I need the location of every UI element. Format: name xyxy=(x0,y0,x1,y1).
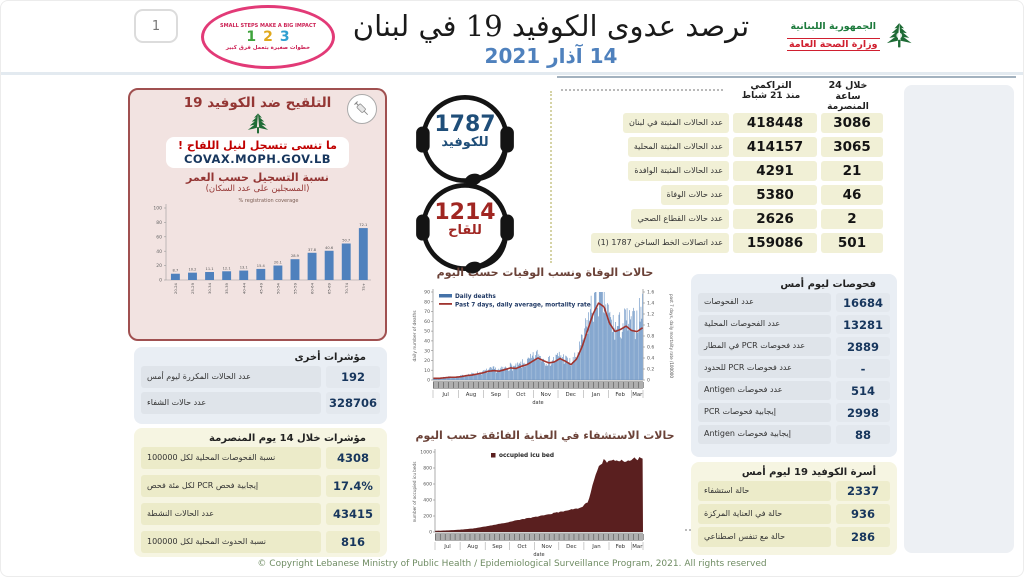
h24-header-line2: المنصرمة xyxy=(827,102,869,112)
campaign-oval xyxy=(201,5,335,69)
row-label: حالة استشفاء xyxy=(698,481,831,501)
vaccine-hotline-text xyxy=(413,201,517,238)
svg-text:10: 10 xyxy=(424,368,430,374)
step-2-icon: 2 xyxy=(263,29,273,45)
svg-text:Jan: Jan xyxy=(591,392,601,399)
stats-row-label: عدد الحالات المثبتة المحلية xyxy=(628,137,729,157)
svg-text:80: 80 xyxy=(424,300,430,306)
row-label-cell xyxy=(141,392,321,414)
right-margin-block xyxy=(904,85,1014,553)
row-label-cell xyxy=(698,315,831,334)
row-label: حالة مع تنفس اصطناعي xyxy=(698,527,831,547)
stats-row-label: عدد اتصالات الخط الساخن 1787 (1) xyxy=(591,233,729,253)
stats-header-24h xyxy=(817,80,879,112)
svg-text:0: 0 xyxy=(427,378,430,384)
stats-row-label: عدد الحالات المثبتة الوافدة xyxy=(628,161,729,181)
header-divider xyxy=(1,72,1023,75)
svg-text:Past 7 days, daily average, mo: Past 7 days, daily average, mortality rate xyxy=(455,302,591,309)
svg-text:20: 20 xyxy=(424,359,430,365)
row-label-cell xyxy=(698,504,831,524)
stats-dotted-leader xyxy=(561,89,723,91)
svg-text:800: 800 xyxy=(423,466,432,472)
table-row xyxy=(141,475,380,497)
svg-text:60-64: 60-64 xyxy=(309,283,315,295)
row-label: عدد فحوصات PCR في المطار xyxy=(698,337,831,356)
svg-text:daily number of deaths: daily number of deaths xyxy=(413,310,418,362)
stats-cumulative-value: 414157 xyxy=(733,137,817,157)
vaccination-cta-box xyxy=(166,137,349,168)
stats-top-rule xyxy=(557,76,1016,78)
icu-chart xyxy=(409,442,681,574)
vaccine-hotline-label: للقاح xyxy=(448,223,482,239)
table-row xyxy=(141,366,380,388)
row-label-cell xyxy=(141,366,321,388)
svg-text:Aug: Aug xyxy=(467,544,478,551)
row-value: 286 xyxy=(836,527,890,547)
svg-text:0: 0 xyxy=(647,378,650,384)
row-label-cell xyxy=(141,503,321,525)
svg-text:55-59: 55-59 xyxy=(292,283,298,295)
svg-text:Sep: Sep xyxy=(492,544,503,551)
stats-24h-value: 2 xyxy=(821,209,883,229)
svg-text:Dec: Dec xyxy=(565,392,576,399)
stats-cumulative-value: 159086 xyxy=(733,233,817,253)
other-indicators-panel xyxy=(134,347,387,424)
stats-row xyxy=(559,209,889,229)
vaccination-title: التلقيح ضد الكوفيد 19 xyxy=(183,95,332,111)
row-label: عدد الحالات المكررة ليوم أمس xyxy=(141,366,321,388)
row-label: عدد الفحوصات المحلية xyxy=(698,315,831,334)
svg-text:600: 600 xyxy=(423,482,432,488)
deaths-chart-block xyxy=(407,267,683,427)
row-value: 816 xyxy=(326,531,380,553)
table-row xyxy=(698,315,890,334)
svg-text:date: date xyxy=(532,400,544,407)
svg-text:25-29: 25-29 xyxy=(190,283,196,295)
stats-24h-value: 3065 xyxy=(821,137,883,157)
covid-hotline-label: للكوفيد xyxy=(441,135,489,151)
stats-row xyxy=(559,137,889,157)
row-value: 514 xyxy=(836,381,890,400)
svg-text:0.4: 0.4 xyxy=(647,356,655,362)
svg-text:Oct: Oct xyxy=(517,544,527,551)
row-label-cell xyxy=(698,403,831,422)
covid-hotline-text xyxy=(413,113,517,150)
deaths-chart xyxy=(409,279,681,425)
vaccination-panel xyxy=(128,88,387,341)
copyright-text: © Copyright Lebanese Ministry of Public Health / Epidemiological Surveillance Program, 2021. All rights reserved xyxy=(257,559,767,569)
row-label-cell xyxy=(698,293,831,312)
svg-text:60: 60 xyxy=(156,235,162,241)
svg-text:Jul: Jul xyxy=(442,392,449,399)
row-label-cell xyxy=(141,475,321,497)
svg-text:20-24: 20-24 xyxy=(172,283,178,295)
cumulative-header-line1: التراكمي xyxy=(750,80,792,91)
svg-text:0.6: 0.6 xyxy=(647,345,655,351)
svg-text:Nov: Nov xyxy=(540,392,552,399)
table-row xyxy=(698,359,890,378)
table-row xyxy=(698,403,890,422)
row-label-cell xyxy=(141,447,321,469)
covid-hotline-number: 1787 xyxy=(434,112,496,137)
svg-text:40.6: 40.6 xyxy=(325,245,334,250)
svg-text:100: 100 xyxy=(153,206,162,212)
svg-text:15.4: 15.4 xyxy=(256,263,265,268)
beds-panel-title: أسرة الكوفيد 19 ليوم أمس xyxy=(741,467,876,478)
row-label: عدد فحوصات Antigen xyxy=(698,381,831,400)
page-title: ترصد عدوى الكوفيد 19 في لبنان xyxy=(352,9,750,43)
svg-text:75+: 75+ xyxy=(360,283,366,292)
svg-text:Oct: Oct xyxy=(516,392,526,399)
vaccine-registration-chart xyxy=(140,194,375,306)
svg-text:40: 40 xyxy=(156,249,162,255)
stats-row-label: عدد حالات القطاع الصحي xyxy=(631,209,729,229)
row-label-cell xyxy=(698,359,831,378)
svg-text:40: 40 xyxy=(424,339,430,345)
row-label: عدد الفحوصات xyxy=(698,293,831,312)
stats-row-label-cell xyxy=(559,161,729,181)
row-label: عدد الحالات النشطة xyxy=(141,503,321,525)
stats-row-label-cell xyxy=(559,137,729,157)
stats-24h-value: 21 xyxy=(821,161,883,181)
row-label: عدد فحوصات PCR للحدود xyxy=(698,359,831,378)
row-label-cell xyxy=(698,381,831,400)
svg-text:0: 0 xyxy=(159,278,162,284)
row-label-cell xyxy=(698,527,831,547)
svg-text:Dec: Dec xyxy=(566,544,577,551)
stats-row-label-cell xyxy=(559,233,729,253)
svg-text:date: date xyxy=(533,552,545,559)
table-row xyxy=(698,293,890,312)
svg-text:200: 200 xyxy=(423,514,432,520)
svg-text:8.7: 8.7 xyxy=(172,268,179,273)
row-label: نسبة الفحوصات المحلية لكل 100000 xyxy=(141,447,321,469)
svg-text:28.9: 28.9 xyxy=(290,254,299,259)
svg-text:60: 60 xyxy=(424,320,430,326)
svg-text:50: 50 xyxy=(424,329,430,335)
row-label: عدد حالات الشفاء xyxy=(141,392,321,414)
svg-text:72.1: 72.1 xyxy=(359,223,368,228)
svg-text:30-34: 30-34 xyxy=(207,283,213,295)
campaign-steps xyxy=(246,30,289,44)
campaign-slogan-en: SMALL STEPS MAKE A BIG IMPACT xyxy=(220,23,316,29)
stats-row-label-cell xyxy=(559,113,729,133)
row-value: 2889 xyxy=(836,337,890,356)
ministry-line1: الجمهورية اللبنانية xyxy=(790,21,877,32)
vaccination-panel-header xyxy=(138,95,377,111)
stats-row-label: عدد حالات الوفاة xyxy=(661,185,729,205)
vaccination-cta-text: ما تنسى تتسجل لنيل اللقاح ! xyxy=(178,139,337,152)
svg-text:number of occupied icu beds: number of occupied icu beds xyxy=(412,461,417,523)
svg-text:Daily deaths: Daily deaths xyxy=(455,294,496,301)
svg-text:70-74: 70-74 xyxy=(343,283,349,295)
row-value: - xyxy=(836,359,890,378)
svg-text:Feb: Feb xyxy=(615,392,625,399)
step-3-icon: 3 xyxy=(279,29,290,45)
icu-chart-block xyxy=(407,430,683,568)
table-row xyxy=(698,425,890,444)
stats-left-dotted-rule xyxy=(550,91,552,263)
h24-header-line1: خلال 24 ساعة xyxy=(828,80,868,102)
svg-text:0.2: 0.2 xyxy=(647,367,655,373)
svg-text:Aug: Aug xyxy=(465,392,477,399)
campaign-slogan-ar: خطوات صغيرة بتعمل فرق كبير xyxy=(225,45,311,51)
svg-text:Mar: Mar xyxy=(632,392,643,399)
row-label-cell xyxy=(698,425,831,444)
stats-24h-value: 501 xyxy=(821,233,883,253)
stats-cumulative-value: 5380 xyxy=(733,185,817,205)
svg-text:45-49: 45-49 xyxy=(258,283,264,295)
row-label-cell xyxy=(698,481,831,501)
row-label: نسبة الحدوث المحلية لكل 100000 xyxy=(141,531,321,553)
stats-24h-value: 46 xyxy=(821,185,883,205)
svg-text:11.1: 11.1 xyxy=(205,267,214,272)
svg-text:Jul: Jul xyxy=(444,544,451,551)
ministry-logo xyxy=(787,5,913,67)
page-number: 1 xyxy=(134,9,178,43)
row-value: 43415 xyxy=(326,503,380,525)
stats-row xyxy=(559,113,889,133)
row-label-cell xyxy=(698,337,831,356)
svg-text:0.8: 0.8 xyxy=(647,334,655,340)
cedar-tree-icon xyxy=(885,10,913,62)
svg-text:occupied icu bed: occupied icu bed xyxy=(499,453,555,460)
stats-row xyxy=(559,233,889,253)
svg-text:40-44: 40-44 xyxy=(241,283,247,295)
svg-text:Jan: Jan xyxy=(592,544,601,551)
table-row xyxy=(698,481,890,501)
svg-text:65-69: 65-69 xyxy=(326,283,332,295)
stats-row-label-cell xyxy=(559,185,729,205)
vaccine-chart-subtitle: (المسجلين على عدد السكان) xyxy=(205,184,310,194)
svg-text:400: 400 xyxy=(423,498,432,504)
svg-text:20.1: 20.1 xyxy=(273,260,282,265)
table-row xyxy=(141,447,380,469)
svg-text:13.1: 13.1 xyxy=(239,265,248,270)
stats-row xyxy=(559,161,889,181)
table-row xyxy=(141,392,380,414)
table-row xyxy=(141,503,380,525)
table-row xyxy=(698,527,890,547)
other-indicators-title: مؤشرات أخرى xyxy=(294,352,366,363)
svg-text:0: 0 xyxy=(429,530,432,536)
stats-24h-value: 3086 xyxy=(821,113,883,133)
svg-text:37.8: 37.8 xyxy=(308,247,317,252)
covax-url-link[interactable]: COVAX.MOPH.GOV.LB xyxy=(183,152,332,166)
row-value: 13281 xyxy=(836,315,890,334)
svg-text:1000: 1000 xyxy=(420,450,432,456)
row-value: 2337 xyxy=(836,481,890,501)
svg-text:1: 1 xyxy=(647,323,650,329)
svg-text:30: 30 xyxy=(424,349,430,355)
stats-cumulative-value: 418448 xyxy=(733,113,817,133)
svg-text:1.4: 1.4 xyxy=(647,301,655,307)
tests-panel xyxy=(691,274,897,457)
ministry-text xyxy=(787,21,880,51)
svg-text:% registration coverage: % registration coverage xyxy=(238,198,299,204)
fortnight-indicator-rows xyxy=(141,447,380,553)
row-value: 16684 xyxy=(836,293,890,312)
ministry-line2: وزارة الصحة العامة xyxy=(789,39,878,50)
stats-row xyxy=(559,185,889,205)
svg-text:50-54: 50-54 xyxy=(275,283,281,295)
svg-text:50.7: 50.7 xyxy=(342,238,351,243)
row-label-cell xyxy=(141,531,321,553)
cedar-small-icon xyxy=(246,113,270,135)
svg-text:1.6: 1.6 xyxy=(647,290,655,296)
vaccine-hotline-number: 1214 xyxy=(434,200,496,225)
svg-text:Nov: Nov xyxy=(541,544,552,551)
title-block xyxy=(331,9,771,68)
row-label: إيجابية فحص PCR لكل مئة فحص xyxy=(141,475,321,497)
svg-text:35-39: 35-39 xyxy=(224,283,230,295)
row-value: 192 xyxy=(326,366,380,388)
report-date: 14 آذار 2021 xyxy=(484,44,618,68)
syringe-icon xyxy=(347,94,377,124)
row-value: 4308 xyxy=(326,447,380,469)
svg-text:70: 70 xyxy=(424,310,430,316)
fortnight-indicators-panel xyxy=(134,428,387,557)
stats-header-cumulative xyxy=(729,80,813,101)
icu-chart-title: حالات الاستشفاء في العناية الفائقة حسب اليوم xyxy=(415,429,675,442)
row-value: 936 xyxy=(836,504,890,524)
beds-panel xyxy=(691,462,897,555)
campaign-logo xyxy=(201,5,335,69)
svg-text:80: 80 xyxy=(156,221,162,226)
svg-text:past 7 days, daily mortality r: past 7 days, daily mortality rate /100000 xyxy=(669,294,674,379)
deaths-chart-title: حالات الوفاة ونسب الوفيات حسب اليوم xyxy=(436,266,654,279)
row-value: 2998 xyxy=(836,403,890,422)
vaccine-chart-title: نسبة التسجيل حسب العمر xyxy=(186,171,329,184)
stats-cumulative-value: 2626 xyxy=(733,209,817,229)
other-indicator-rows xyxy=(141,366,380,414)
row-label: إيجابية فحوصات Antigen xyxy=(698,425,831,444)
cumulative-header-line2: منذ 21 شباط xyxy=(741,91,801,101)
vaccine-hotline-badge xyxy=(413,175,521,279)
stats-row-label: عدد الحالات المثبتة في لبنان xyxy=(623,113,729,133)
svg-text:20: 20 xyxy=(156,264,162,270)
table-row xyxy=(698,337,890,356)
row-value: 88 xyxy=(836,425,890,444)
stats-table xyxy=(559,113,889,257)
row-label: إيجابية فحوصات PCR xyxy=(698,403,831,422)
svg-text:Feb: Feb xyxy=(615,544,626,551)
table-row xyxy=(698,504,890,524)
beds-rows xyxy=(698,481,890,547)
svg-text:90: 90 xyxy=(424,290,430,296)
table-row xyxy=(698,381,890,400)
step-1-icon: 1 xyxy=(246,29,257,45)
svg-text:10.2: 10.2 xyxy=(188,267,197,272)
stats-cumulative-value: 4291 xyxy=(733,161,817,181)
row-value: 328706 xyxy=(326,392,380,414)
row-label: حالة في العناية المركزة xyxy=(698,504,831,524)
svg-text:1.2: 1.2 xyxy=(647,312,655,318)
tests-panel-title: فحوصات ليوم أمس xyxy=(780,279,876,290)
fortnight-indicators-title: مؤشرات خلال 14 يوم المنصرمة xyxy=(209,433,366,444)
svg-text:12.1: 12.1 xyxy=(222,266,231,271)
stats-row-label-cell xyxy=(559,209,729,229)
tests-rows xyxy=(698,293,890,444)
svg-text:Sep: Sep xyxy=(490,392,502,399)
table-row xyxy=(141,531,380,553)
svg-text:Mar: Mar xyxy=(632,544,643,551)
row-value: 17.4% xyxy=(326,475,380,497)
